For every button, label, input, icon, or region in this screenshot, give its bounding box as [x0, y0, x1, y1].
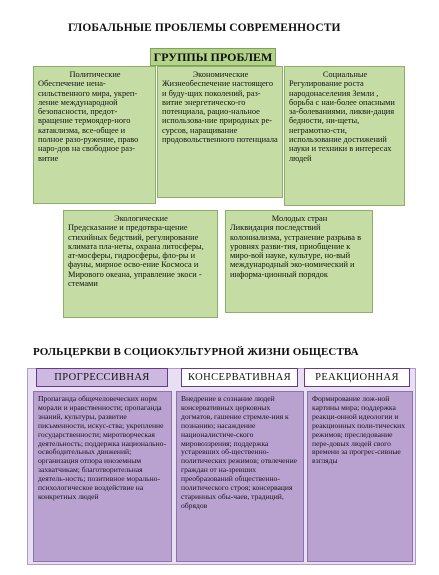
global-problems-title: ГЛОБАЛЬНЫЕ ПРОБЛЕМЫ СОВРЕМЕННОСТИ: [68, 22, 341, 34]
reactionary-role-text: Формирование лож-ной картины мира; поддержка реакци-онной идеологии и реакционных поли-тических режимов; преследование пере-довых людей свого времени за прогрес-сивные взгляды: [307, 391, 413, 562]
ecological-problems-text: Предсказание и предотвра-щение стихийных бедствий, регулирование климата пла-неты, охрана литосферы, ат-мосферы, гидросферы, фло-ры и фауны, мирное осво-ение Космоса и Мирового океана, управление экоси - стемами: [68, 223, 204, 289]
social-problems-title: Социальные: [322, 70, 368, 79]
reactionary-role-header: РЕАКЦИОННАЯ: [304, 368, 410, 387]
economic-problems-text: Жизнеобеспечение настоящего и буду-щих поколений, раз-витие энергетическо-го потенциала, рацио-нальное использова-ние природных ре-сурсов, наращивание продовольственного потенциала: [162, 79, 278, 145]
progressive-role-text: Пропаганда общечеловеческих норм морали и нравственности; пропаганда знаний, культуры, развитие письменности, искус-ства; укрепление государственности; миротворческая деятельность; поддержка национально-освободительных движений; организация отпора иноземным захватчикам; благотворительная деятель-ность; позитивное морально-психологическое воздействие на конкретных людей: [33, 391, 172, 562]
economic-problems-title: Экономические: [192, 70, 249, 79]
problem-groups-header: ГРУППЫ ПРОБЛЕМ: [150, 48, 276, 66]
economic-problems-box: [157, 66, 283, 198]
ecological-problems-box: [63, 210, 218, 318]
political-problems-text: Обеспечение нена-сильственного мира, укреп-ление международной безопасности, предот-вращение термоядер-ного катаклизма, все-общее и полное разо-ружение, право наро-дов на свободное раз-витие: [38, 79, 139, 163]
church-role-title: РОЛЬЦЕРКВИ В СОЦИОКУЛЬТУРНОЙ ЖИЗНИ ОБЩЕСТВА: [33, 346, 359, 358]
ecological-problems-title: Экологические: [114, 214, 168, 223]
social-problems-text: Регулирование роста народонаселения Земли , борьба с наи-более опасными за-болеваниями, ликви-дация бедности, ни-щеты, неграмотно-сти, использование достижений науки и техники в интересах людей: [289, 79, 395, 163]
young-countries-problems-box: [225, 210, 373, 313]
social-problems-box: [284, 66, 405, 206]
progressive-role-header: ПРОГРЕССИВНАЯ: [36, 368, 168, 387]
young-countries-problems-text: Ликвидация последствий колониализма, устранение разрыва в уровнях разви-тия, приобщение к миро-вой науке, культуре, но-вый международный эко-номический и информа-ционный порядок: [230, 223, 362, 279]
conservative-role-header: КОНСЕРВАТИВНАЯ: [181, 368, 298, 387]
political-problems-box: [33, 66, 156, 204]
political-problems-title: Политические: [69, 70, 121, 79]
young-countries-problems-title: Молодых стран: [271, 214, 328, 223]
conservative-role-text: Внедрение в сознание людей консервативных церковных догматов, гашение стремле-ния к познанию; насаждение националистиче-ского мировоззрения; поддержка устаревших об-щественно-политических режимов; отвлечение граждан от на-зревших преобразований общественно-политического строя; консервация старинных обы-чаев, традиций, обрядов: [176, 391, 304, 562]
